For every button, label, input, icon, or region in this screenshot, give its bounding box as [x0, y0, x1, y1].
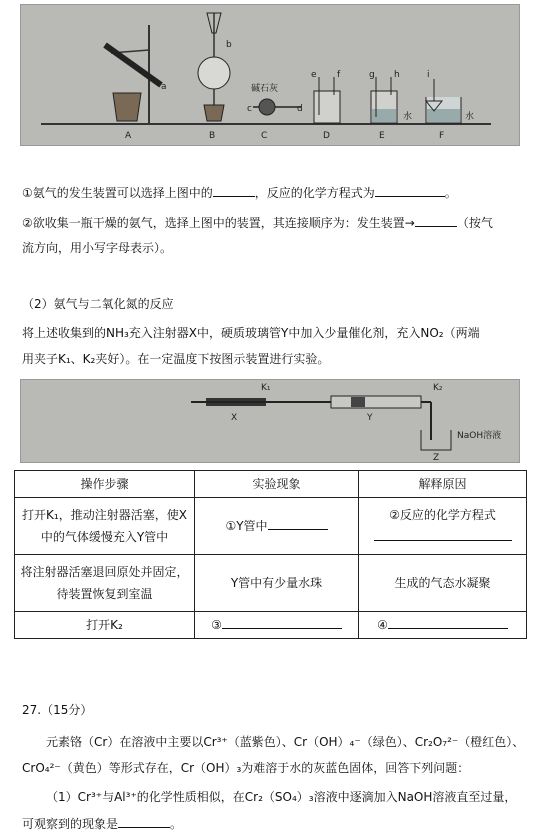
q27-heading: 27.（15分）	[22, 703, 93, 717]
answer-blank	[374, 528, 512, 541]
table-row	[15, 498, 527, 555]
table-cell: ②反应的化学方程式	[359, 498, 527, 555]
experiment-table	[14, 470, 527, 639]
label-d: d	[297, 104, 303, 114]
naoh-label: NaOH溶液	[457, 431, 502, 441]
apparatus-figure-2	[20, 379, 520, 463]
k1-label: K₁	[261, 383, 271, 393]
label-D: D	[323, 131, 330, 141]
label-b: b	[226, 40, 232, 50]
label-f: f	[337, 70, 341, 80]
answer-blank	[222, 616, 342, 629]
header-cell: 实验现象	[195, 471, 359, 498]
water-label-E: 水	[403, 112, 413, 122]
header-cell: 解释原因	[359, 471, 527, 498]
table-row	[15, 612, 527, 639]
z-label: Z	[433, 453, 440, 462]
q2-line-2: 用夹子K₁、K₂夹好）。在一定温度下按图示装置进行实验。	[22, 352, 330, 366]
table-cell: ①Y管中	[195, 498, 359, 555]
label-i: i	[427, 70, 430, 80]
label-F: F	[439, 131, 445, 141]
q27-paragraph-1: 元素铬（Cr）在溶液中主要以Cr³⁺（蓝紫色）、Cr（OH）₄⁻（绿色）、Cr₂O₇²⁻（橙红色）、	[46, 735, 525, 749]
table-cell: Y管中有少量水珠	[195, 555, 359, 612]
label-g: g	[369, 70, 375, 80]
answer-blank	[213, 184, 255, 197]
table-cell: ③	[195, 612, 359, 639]
answer-blank	[375, 184, 445, 197]
table-row	[15, 555, 527, 612]
label-e: e	[311, 70, 317, 80]
q1-line-1: ①氨气的发生装置可以选择上图中的 ，反应的化学方程式为 。	[22, 186, 457, 200]
q27-paragraph-2: CrO₄²⁻（黄色）等形式存在，Cr（OH）₃为难溶于水的灰蓝色固体，回答下列问题：	[22, 761, 470, 775]
q2-line-1: 将上述收集到的NH₃充入注射器X中，硬质玻璃管Y中加入少量催化剂，充入NO₂（两端	[22, 326, 480, 340]
label-B: B	[209, 131, 216, 141]
q27-paragraph-3: （1）Cr³⁺与Al³⁺的化学性质相似，在Cr₂（SO₄）₃溶液中逐滴加入NaOH溶液直至过量，	[46, 790, 517, 804]
q1-line-2: ②欲收集一瓶干燥的氨气，选择上图中的装置，其连接顺序为：发生装置→ （按气	[22, 216, 493, 230]
table-cell: 生成的气态水凝聚	[359, 555, 527, 612]
table-cell: 打开K₁，推动注射器活塞，使X 中的气体缓慢充入Y管中	[15, 498, 195, 555]
label-a: a	[161, 82, 167, 92]
label-h: h	[394, 70, 400, 80]
y-label: Y	[367, 413, 373, 423]
water-label-F: 水	[465, 112, 475, 122]
table-cell: 将注射器活塞退回原处并固定， 待装置恢复到室温	[15, 555, 195, 612]
table-cell: 打开K₂	[15, 612, 195, 639]
answer-blank	[388, 616, 508, 629]
q27-paragraph-4: 可观察到的现象是 。	[22, 817, 183, 831]
answer-blank	[118, 815, 170, 828]
label-A: A	[125, 131, 132, 141]
soda-lime-label: 碱石灰	[251, 84, 279, 94]
label-E: E	[379, 131, 385, 141]
answer-blank	[268, 517, 328, 530]
answer-blank	[415, 214, 457, 227]
apparatus-figure-1	[20, 4, 520, 146]
table-header-row	[15, 471, 527, 498]
label-C: C	[261, 131, 268, 141]
k2-label: K₂	[433, 383, 443, 393]
label-c: c	[247, 104, 252, 114]
q2-title: （2）氨气与二氧化氮的反应	[22, 297, 174, 311]
x-label: X	[231, 413, 238, 423]
header-cell: 操作步骤	[15, 471, 195, 498]
table-cell: ④	[359, 612, 527, 639]
q1-line-3: 流方向，用小写字母表示）。	[22, 241, 173, 255]
